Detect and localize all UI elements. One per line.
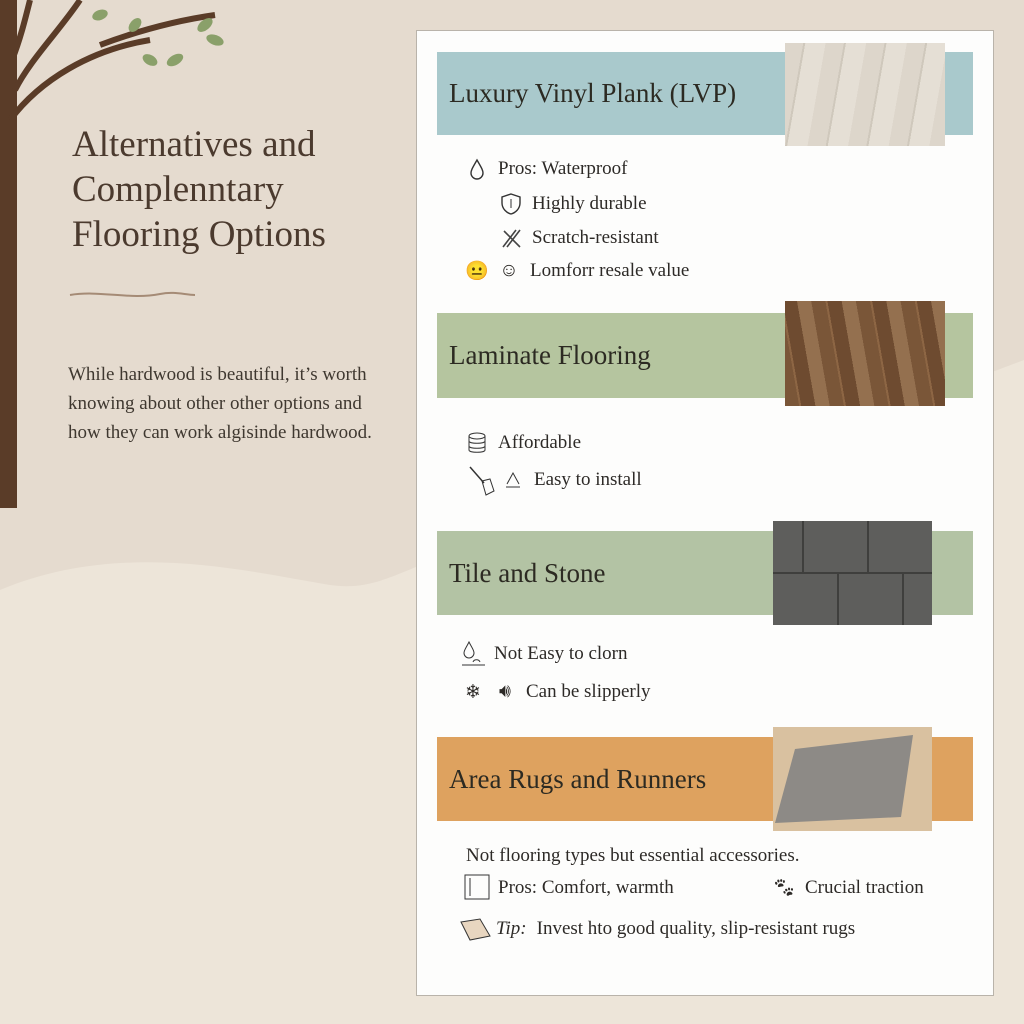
neutral-face-icon: 😐	[465, 261, 489, 282]
rug-photo	[773, 727, 932, 831]
vinyl-plank-photo	[785, 43, 945, 146]
install-tool-icon	[502, 469, 524, 491]
list-item	[773, 877, 924, 899]
list-item	[466, 260, 689, 282]
sound-waves-icon: 🔊︎	[499, 681, 511, 702]
title-line: Alternatives and	[72, 124, 316, 165]
snowflake-icon: ❄	[465, 681, 481, 703]
item-text: Can be slipperly	[526, 681, 651, 702]
item-text: Easy to install	[534, 469, 642, 490]
list-item	[500, 227, 659, 249]
tip	[464, 918, 855, 940]
section-header-tile: Tile and Stone	[437, 531, 973, 615]
title-line: Complenntary	[72, 169, 284, 210]
tile-photo	[773, 521, 932, 625]
tip-text: Invest hto good quality, slip-resistant rugs	[536, 918, 856, 939]
scratch-icon	[500, 227, 522, 249]
item-text: Lomforr resale value	[530, 260, 690, 281]
coins-stack-icon	[466, 432, 488, 454]
laminate-photo	[785, 301, 945, 406]
page-title	[72, 122, 326, 257]
water-cloud-icon	[462, 643, 484, 665]
list-item	[462, 681, 651, 703]
item-text: Pros: Comfort, warmth	[498, 877, 674, 898]
intro-text: While hardwood is beautiful, it’s worth knowing about other other options and how they can work algisinde hardwood.	[68, 364, 372, 443]
paw-print-icon: 🐾︎	[771, 878, 797, 899]
item-text: Crucial traction	[805, 877, 924, 898]
list-item	[466, 877, 674, 899]
tip-label: Tip:	[496, 918, 527, 939]
divider	[70, 293, 195, 296]
broom-icon	[470, 469, 492, 491]
item-text: Pros: Waterproof	[498, 158, 628, 179]
smile-face-icon: ☺	[499, 260, 519, 281]
title-line: Flooring Options	[72, 214, 326, 255]
list-item	[470, 469, 642, 491]
list-item	[466, 432, 581, 454]
shield-icon	[500, 193, 522, 215]
list-item	[500, 193, 647, 215]
item-text: Highly durable	[532, 193, 647, 214]
list-item	[462, 643, 628, 665]
water-drop-icon	[466, 158, 488, 180]
item-text: Not Easy to clorn	[494, 643, 628, 664]
item-text: Affordable	[498, 432, 582, 453]
rug-icon	[464, 918, 486, 940]
section-header-rugs: Area Rugs and Runners	[437, 737, 973, 821]
section-header-lvp: Luxury Vinyl Plank (LVP)	[437, 52, 973, 135]
list-item	[466, 158, 628, 180]
rugs-note: Not flooring types but essential accessories.	[466, 845, 800, 866]
section-header-laminate: Laminate Flooring	[437, 313, 973, 398]
rug-roll-icon	[466, 877, 488, 899]
item-text: Scratch-resistant	[532, 227, 659, 248]
